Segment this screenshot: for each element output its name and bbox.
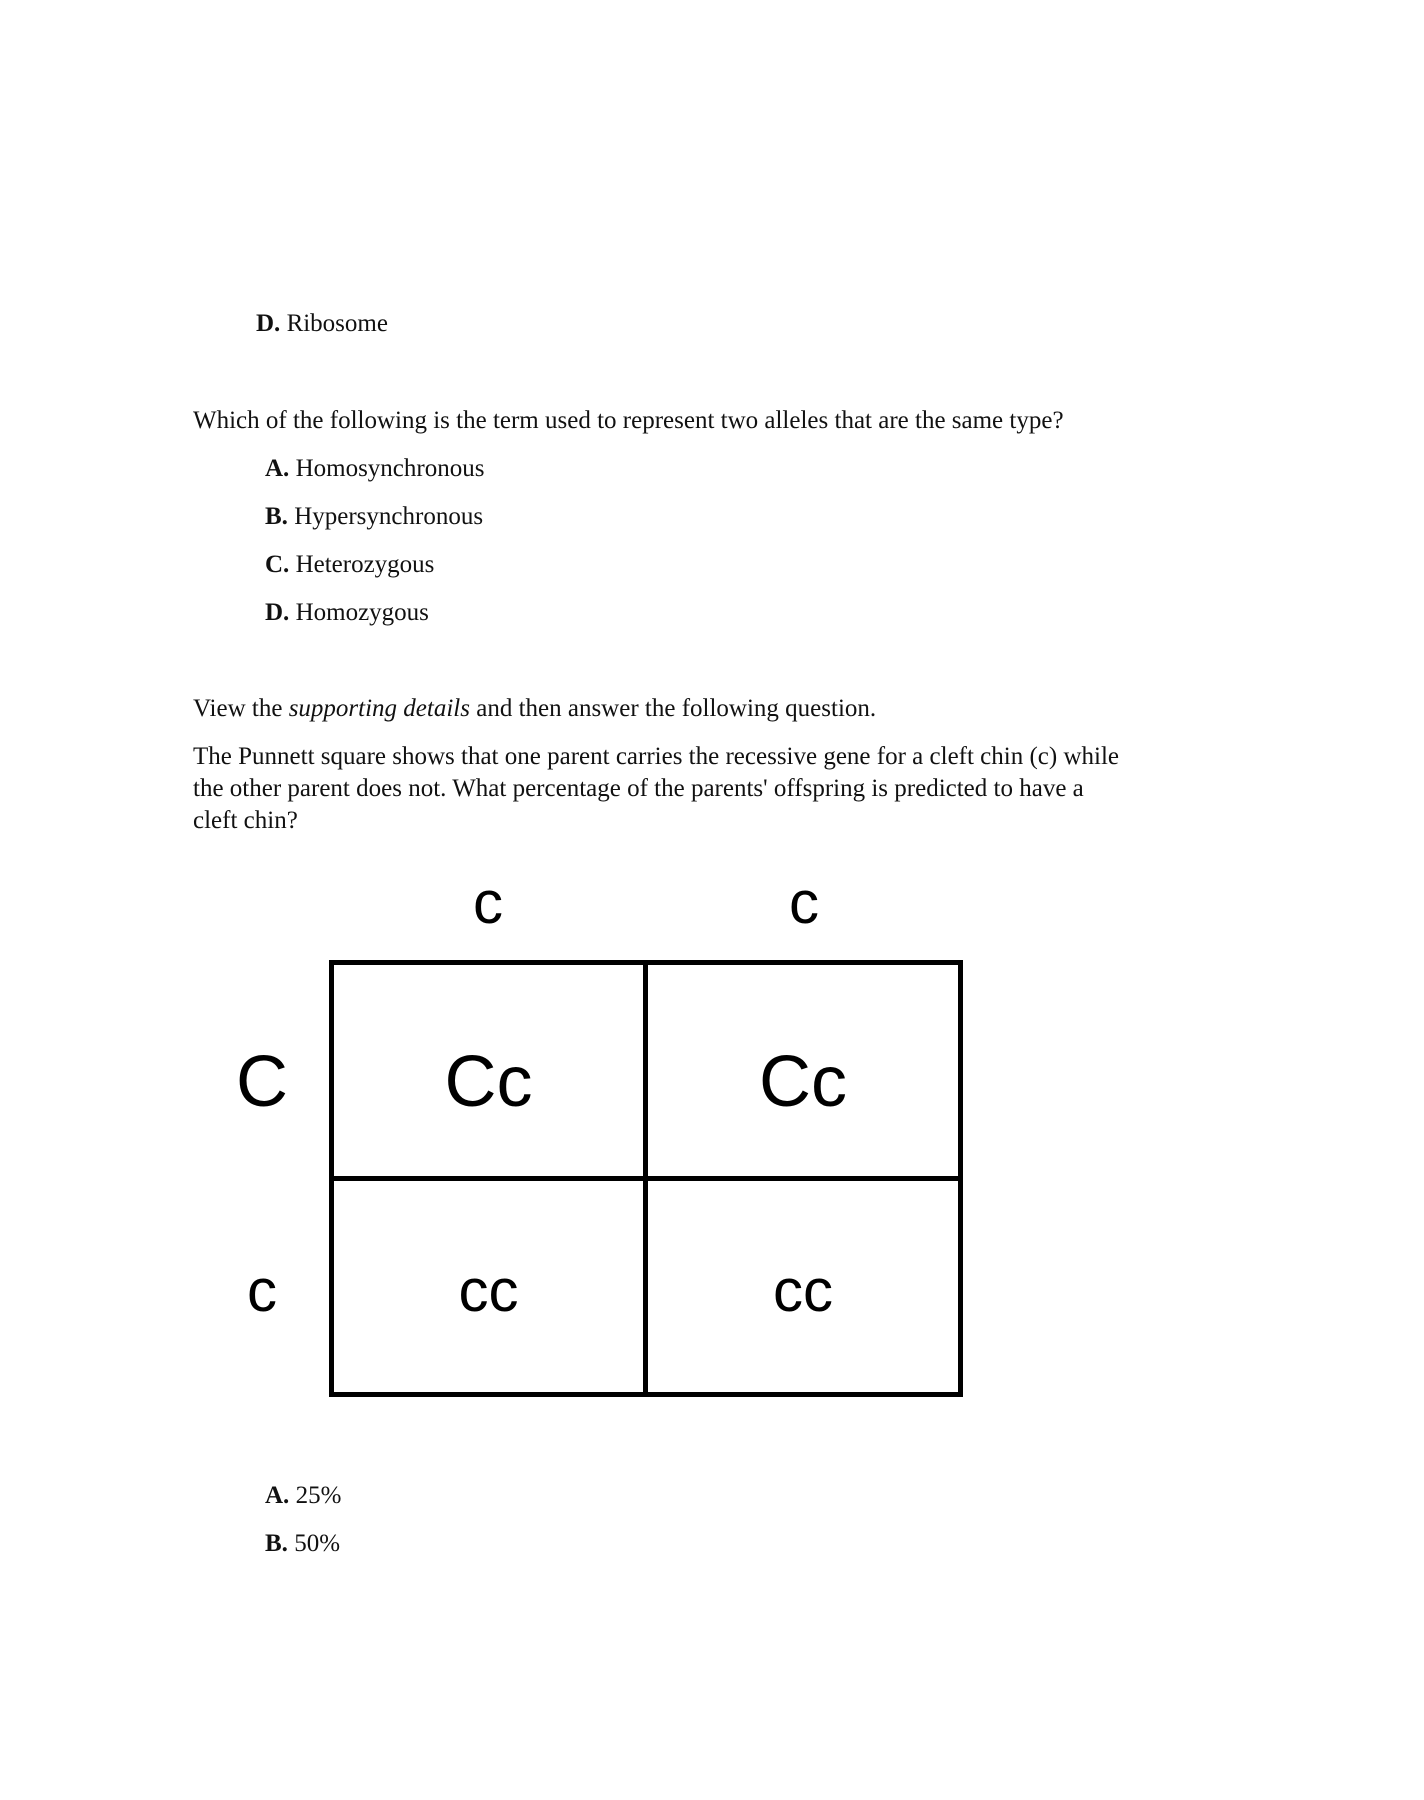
cell-bottom-left: cc	[458, 1257, 519, 1324]
option-text: 50%	[287, 1530, 341, 1557]
option-b	[265, 501, 483, 533]
top-allele-2: c	[789, 869, 819, 936]
option-text: Hypersynchronous	[287, 503, 484, 530]
question-punnett-prompt: The Punnett square shows that one parent carries the recessive gene for a cleft chin (c) while the other parent does not. What percentage of the parents' offspring is predicted to have a cleft chin?	[193, 743, 1120, 834]
option-d-ribosome	[256, 308, 388, 340]
option-c	[265, 549, 434, 581]
supporting-details-intro	[193, 693, 876, 725]
option-d	[265, 597, 429, 629]
option-text: Heterozygous	[289, 551, 435, 578]
side-allele-1: C	[236, 1042, 288, 1122]
intro-text: View the	[193, 695, 289, 722]
side-allele-2: c	[247, 1257, 277, 1324]
grid-divider-horizontal	[329, 1176, 963, 1181]
intro-text: and then answer the following question.	[469, 695, 877, 722]
option-a-25	[265, 1480, 341, 1512]
cell-top-right: Cc	[759, 1042, 847, 1122]
option-letter: C.	[265, 551, 290, 578]
option-text: 25%	[289, 1482, 342, 1509]
option-a	[265, 453, 484, 485]
option-letter: B.	[265, 1530, 288, 1557]
option-letter: D.	[265, 599, 290, 626]
option-text: Ribosome	[280, 310, 388, 337]
option-text: Homosynchronous	[289, 455, 485, 482]
option-b-50	[265, 1528, 340, 1560]
option-letter: A.	[265, 1482, 290, 1509]
option-text: Homozygous	[289, 599, 429, 626]
option-letter: A.	[265, 455, 290, 482]
supporting-details-link: supporting details	[288, 695, 470, 722]
option-letter: D.	[256, 310, 281, 337]
option-letter: B.	[265, 503, 288, 530]
cell-top-left: Cc	[444, 1042, 533, 1122]
top-allele-1: c	[473, 869, 503, 936]
question-alleles-prompt: Which of the following is the term used to represent two alleles that are the same type?	[193, 407, 1064, 434]
cell-bottom-right: cc	[773, 1257, 833, 1324]
